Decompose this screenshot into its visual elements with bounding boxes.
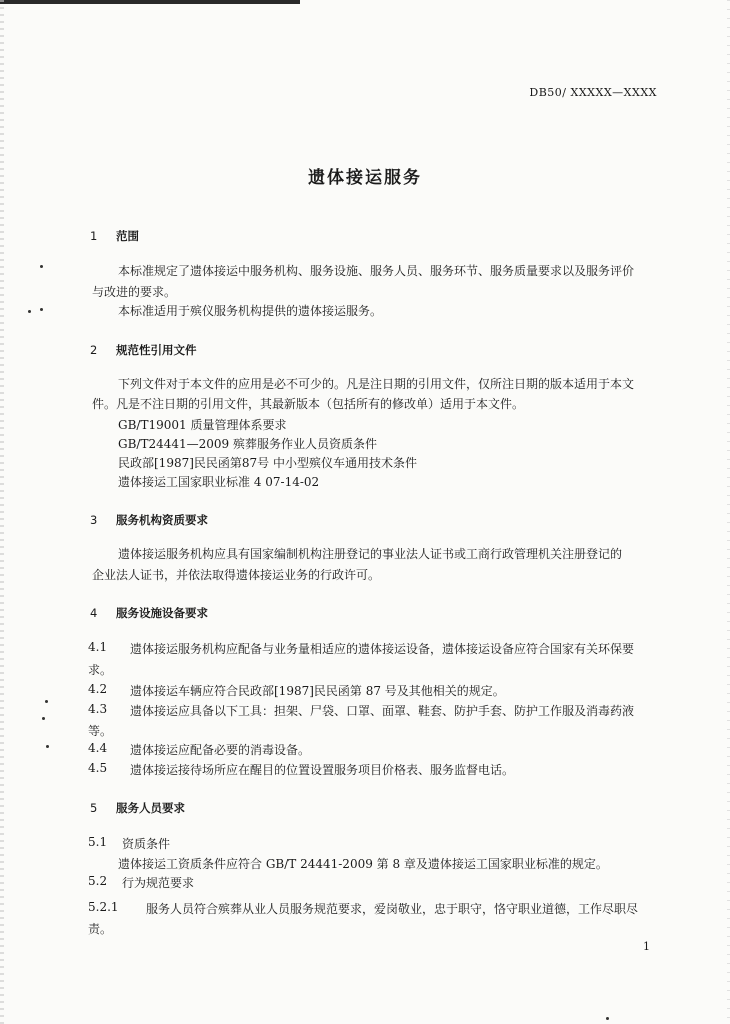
clause-text: 责。 [88,922,113,936]
clause-text: 服务人员符合殡葬从业人员服务规范要求，爱岗敬业，忠于职守，恪守职业道德，工作尽职尽 [146,902,639,916]
page-number: 1 [643,940,650,953]
section-number: 4 [90,606,98,620]
paragraph-line: 件。凡是不注日期的引用文件，其最新版本（包括所有的修改单）适用于本文件。 [92,397,525,411]
clause-number: 4.4 [88,741,108,755]
subclause-title: 行为规范要求 [122,876,195,890]
clause-text: 遗体接运服务机构应配备与业务量相适应的遗体接运设备，遗体接运设备应符合国家有关环保要 [130,642,635,656]
section-number: 1 [90,229,98,243]
subclause-title: 资质条件 [122,837,171,851]
reference-item: GB/T19001 质量管理体系要求 [118,418,287,432]
section-heading-references [90,342,197,358]
paragraph-line: 本标准适用于殡仪服务机构提供的遗体接运服务。 [118,304,383,318]
section-title: 服务人员要求 [116,801,186,815]
scan-speck [606,1017,609,1020]
scan-speck [45,700,48,703]
section-number: 3 [90,513,98,527]
scan-top-edge [0,0,300,4]
clause-text: 遗体接运接待场所应在醒目的位置设置服务项目价格表、服务监督电话。 [130,763,515,777]
section-heading-qualification [90,512,208,528]
clause-number: 4.3 [88,702,108,716]
document-code: DB50/ XXXXX—XXXX [529,86,657,99]
document-title: 遗体接运服务 [308,168,422,188]
section-heading-personnel [90,800,185,816]
reference-item: 民政部[1987]民民函第87号 中小型殡仪车通用技术条件 [118,456,417,470]
reference-item: GB/T24441—2009 殡葬服务作业人员资质条件 [118,437,377,451]
paragraph-line: 遗体接运服务机构应具有国家编制机构注册登记的事业法人证书或工商行政管理机关注册登记的 [118,547,623,561]
paragraph-line: 下列文件对于本文件的应用是必不可少的。凡是注日期的引用文件，仅所注日期的版本适用于本文 [118,377,635,391]
clause-text: 求。 [88,663,113,677]
clause-text: 遗体接运车辆应符合民政部[1987]民民函第 87 号及其他相关的规定。 [130,684,505,698]
subclause-number: 5.2 [88,874,108,888]
clause-number: 5.2.1 [88,900,119,914]
scan-speck [40,308,43,311]
section-title: 范围 [116,229,140,243]
section-heading-facilities [90,605,208,621]
section-title: 规范性引用文件 [116,343,197,357]
subclause-number: 5.1 [88,835,108,849]
reference-item: 遗体接运工国家职业标准 4 07-14-02 [118,475,320,489]
scan-speck [28,310,31,313]
scan-speck [42,717,45,720]
section-heading-scope [90,228,139,244]
clause-text: 遗体接运应具备以下工具：担架、尸袋、口罩、面罩、鞋套、防护手套、防护工作服及消毒药液 [130,704,635,718]
paragraph-line: 本标准规定了遗体接运中服务机构、服务设施、服务人员、服务环节、服务质量要求以及服务评价 [118,264,635,278]
clause-number: 4.5 [88,761,108,775]
paragraph-line: 与改进的要求。 [92,285,177,299]
scan-left-edge [0,0,4,1024]
section-title: 服务设施设备要求 [116,606,209,620]
clause-number: 4.1 [88,640,108,654]
clause-text: 遗体接运应配备必要的消毒设备。 [130,743,311,757]
clause-text: 遗体接运工资质条件应符合 GB/T 24441-2009 第 8 章及遗体接运工国家职业标准的规定。 [118,857,608,871]
clause-text: 等。 [88,724,113,738]
scan-speck [40,265,43,268]
section-title: 服务机构资质要求 [116,513,209,527]
paragraph-line: 企业法人证书，并依法取得遗体接运业务的行政许可。 [92,568,381,582]
section-number: 2 [90,343,98,357]
clause-number: 4.2 [88,682,108,696]
section-number: 5 [90,801,98,815]
scan-speck [46,745,49,748]
